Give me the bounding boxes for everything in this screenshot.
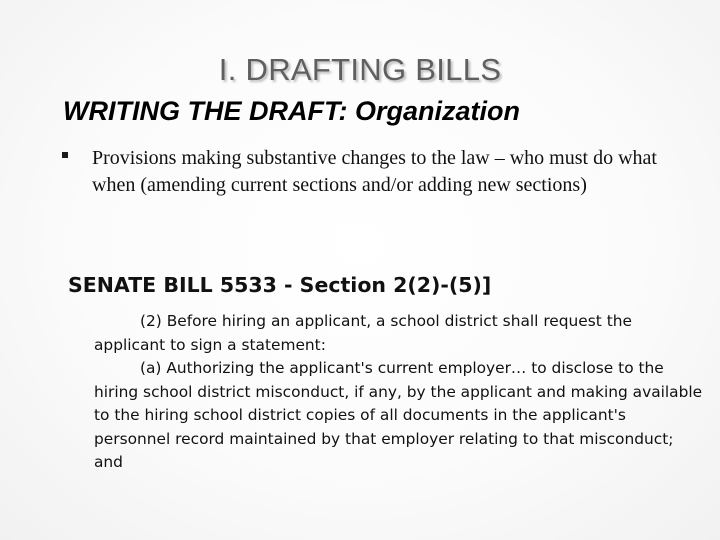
quote-paragraph-2: (a) Authorizing the applicant's current employer… to disclose to the hiring school district misconduct, if any, by the applicant and making available to the hiring school district copies of all documents in the applicant's personnel record maintained by that employer relating to that misconduct; and [94,359,703,471]
square-bullet-icon [62,152,68,158]
bullet-text: Provisions making substantive changes to the law – who must do what when (amending current sections and/or adding new sections) [92,147,657,196]
slide-subtitle: WRITING THE DRAFT: Organization [63,96,520,126]
slide-title: I. DRAFTING BILLS [218,52,502,87]
bill-quote [94,310,704,475]
bullet-item [62,145,682,199]
quote-paragraph-1: (2) Before hiring an applicant, a school district shall request the applicant to sign a statement: [94,312,632,354]
section-heading: SENATE BILL 5533 - Section 2(2)-(5)] [68,273,492,297]
